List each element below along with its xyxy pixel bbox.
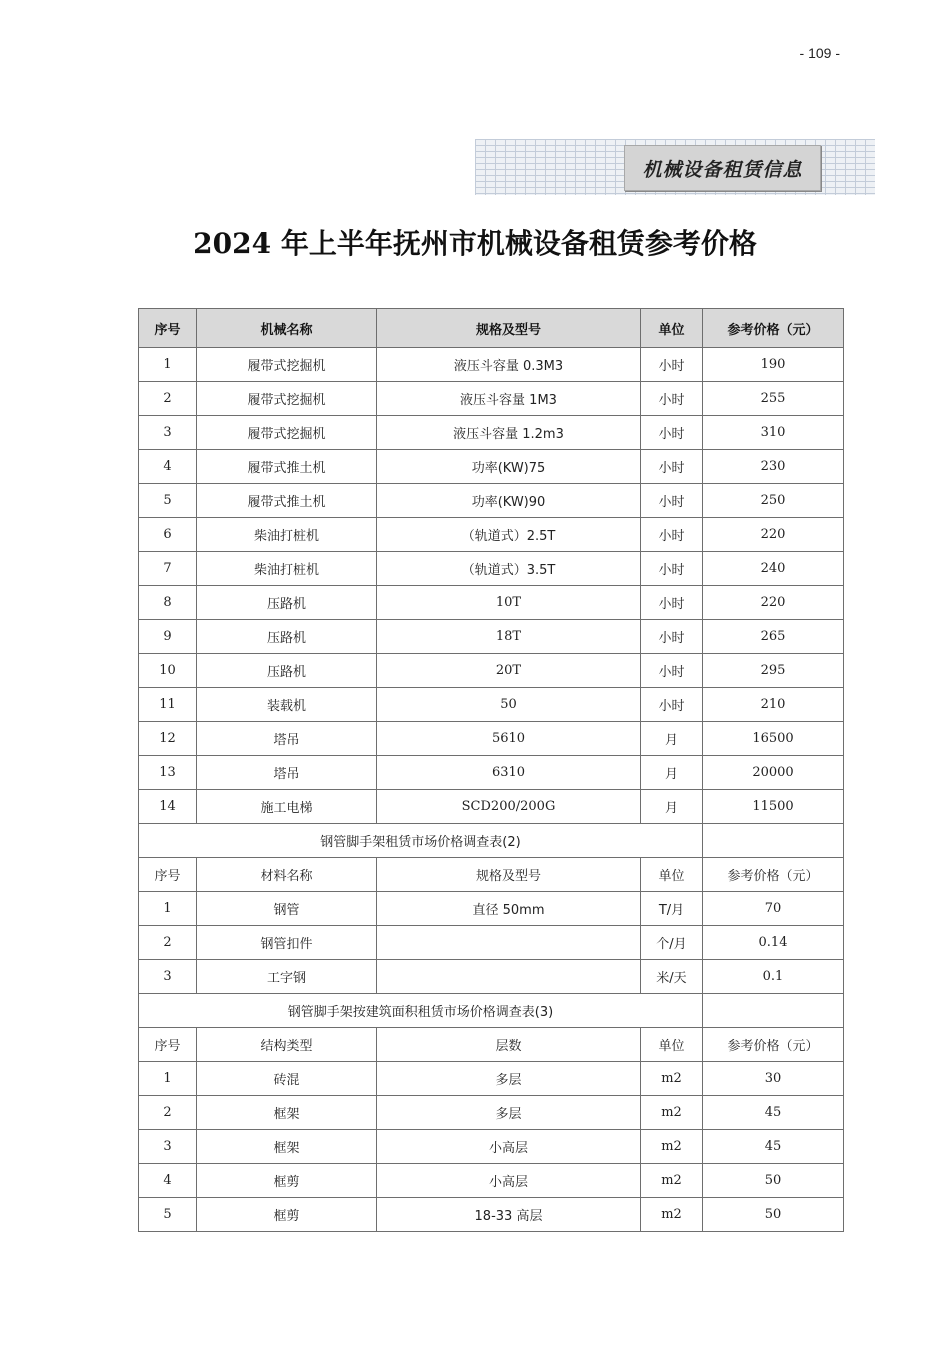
table-row [139, 654, 844, 688]
table-cell: 6310 [377, 756, 641, 790]
table-cell: 小时 [641, 586, 703, 620]
rental-price-table [138, 308, 844, 1232]
table-cell: 小时 [641, 654, 703, 688]
table-cell: 295 [703, 654, 844, 688]
table-row [139, 586, 844, 620]
table-cell: 3 [139, 1130, 197, 1164]
table-cell: 310 [703, 416, 844, 450]
table-cell: 塔吊 [197, 722, 377, 756]
table2-header-cell: 单位 [641, 858, 703, 892]
table-cell: 框剪 [197, 1198, 377, 1232]
table-cell: m2 [641, 1198, 703, 1232]
table-cell: 2 [139, 926, 197, 960]
table-cell: m2 [641, 1096, 703, 1130]
table-cell: 230 [703, 450, 844, 484]
table3-title-row [139, 994, 844, 1028]
table-cell: 6 [139, 518, 197, 552]
table-cell: 砖混 [197, 1062, 377, 1096]
table-cell: 0.14 [703, 926, 844, 960]
table-cell: 小时 [641, 484, 703, 518]
table-cell: （轨道式）2.5T [377, 518, 641, 552]
table-row [139, 348, 844, 382]
table-cell: 18-33 高层 [377, 1198, 641, 1232]
table-cell: 月 [641, 722, 703, 756]
table-cell: m2 [641, 1164, 703, 1198]
table2-title: 钢管脚手架租赁市场价格调查表(2) [139, 824, 703, 858]
table-cell: 13 [139, 756, 197, 790]
table1-header-cell: 参考价格（元） [703, 309, 844, 348]
table-cell: 小时 [641, 348, 703, 382]
table-cell: 柴油打桩机 [197, 518, 377, 552]
table-cell: 7 [139, 552, 197, 586]
table2-header-cell: 序号 [139, 858, 197, 892]
table-row [139, 518, 844, 552]
table-cell: 265 [703, 620, 844, 654]
table-cell: 直径 50mm [377, 892, 641, 926]
table-cell: 250 [703, 484, 844, 518]
table1-header-cell: 规格及型号 [377, 309, 641, 348]
table-row [139, 1096, 844, 1130]
table-cell: 多层 [377, 1062, 641, 1096]
table-row [139, 1164, 844, 1198]
table-cell: 70 [703, 892, 844, 926]
table-row [139, 892, 844, 926]
table-cell: 1 [139, 348, 197, 382]
table-cell: 30 [703, 1062, 844, 1096]
table-row [139, 1130, 844, 1164]
table-cell: 小高层 [377, 1130, 641, 1164]
table-cell: 12 [139, 722, 197, 756]
table1-header-cell: 单位 [641, 309, 703, 348]
table-cell: 履带式挖掘机 [197, 416, 377, 450]
table1-header-cell: 序号 [139, 309, 197, 348]
table-cell: 月 [641, 790, 703, 824]
table3-header-cell: 参考价格（元） [703, 1028, 844, 1062]
table-cell: 钢管 [197, 892, 377, 926]
table3-title: 钢管脚手架按建筑面积租赁市场价格调查表(3) [139, 994, 703, 1028]
table-row [139, 484, 844, 518]
table-cell: 5610 [377, 722, 641, 756]
table-cell: 装载机 [197, 688, 377, 722]
table-row [139, 450, 844, 484]
table-cell: 钢管扣件 [197, 926, 377, 960]
table-cell: 5 [139, 484, 197, 518]
table-cell: 小时 [641, 620, 703, 654]
table-cell: 工字钢 [197, 960, 377, 994]
table-cell: 190 [703, 348, 844, 382]
table-cell: 液压斗容量 1.2m3 [377, 416, 641, 450]
table-cell: 9 [139, 620, 197, 654]
table-cell: m2 [641, 1062, 703, 1096]
table-cell: 10T [377, 586, 641, 620]
table3-header-cell: 结构类型 [197, 1028, 377, 1062]
page-number: - 109 - [799, 45, 840, 61]
table-cell: 液压斗容量 1M3 [377, 382, 641, 416]
table2-header-cell: 规格及型号 [377, 858, 641, 892]
table-cell: 3 [139, 960, 197, 994]
table-cell: （轨道式）3.5T [377, 552, 641, 586]
table-row [139, 756, 844, 790]
table1-header-row [139, 309, 844, 348]
table-row [139, 552, 844, 586]
table-cell: 50 [703, 1198, 844, 1232]
table-cell: 履带式挖掘机 [197, 382, 377, 416]
table-cell: 个/月 [641, 926, 703, 960]
table-cell: 压路机 [197, 620, 377, 654]
table2-header-row [139, 858, 844, 892]
table2-title-row [139, 824, 844, 858]
table-cell: 月 [641, 756, 703, 790]
table-cell: 45 [703, 1130, 844, 1164]
table-cell: 20T [377, 654, 641, 688]
table-cell: 小高层 [377, 1164, 641, 1198]
table-cell: 210 [703, 688, 844, 722]
table-cell: 14 [139, 790, 197, 824]
table-cell: SCD200/200G [377, 790, 641, 824]
table3-header-cell: 层数 [377, 1028, 641, 1062]
table-cell: T/月 [641, 892, 703, 926]
table-cell: 4 [139, 450, 197, 484]
table-cell: 0.1 [703, 960, 844, 994]
table-cell: 50 [703, 1164, 844, 1198]
table-cell: 45 [703, 1096, 844, 1130]
table3-title-spacer [703, 994, 844, 1028]
table-cell: 柴油打桩机 [197, 552, 377, 586]
table-row [139, 790, 844, 824]
table-cell: 小时 [641, 450, 703, 484]
table3-header-cell: 序号 [139, 1028, 197, 1062]
table-cell: 8 [139, 586, 197, 620]
table-row [139, 960, 844, 994]
table-row [139, 620, 844, 654]
table-cell: 小时 [641, 552, 703, 586]
table-cell: 履带式推土机 [197, 484, 377, 518]
table-cell: 小时 [641, 688, 703, 722]
table-row [139, 926, 844, 960]
table-cell: 240 [703, 552, 844, 586]
table-cell: 压路机 [197, 654, 377, 688]
table-cell: 5 [139, 1198, 197, 1232]
table-cell: 50 [377, 688, 641, 722]
rental-price-table-body [139, 309, 844, 1232]
table-row [139, 688, 844, 722]
table-cell: 框架 [197, 1096, 377, 1130]
table-cell: 小时 [641, 518, 703, 552]
table-cell: 220 [703, 518, 844, 552]
table-cell: 小时 [641, 416, 703, 450]
table-cell: 3 [139, 416, 197, 450]
section-banner-label: 机械设备租赁信息 [624, 145, 821, 191]
table-cell: 液压斗容量 0.3M3 [377, 348, 641, 382]
table-cell: 1 [139, 1062, 197, 1096]
table-cell: 履带式挖掘机 [197, 348, 377, 382]
table-cell: 框架 [197, 1130, 377, 1164]
table-cell [377, 926, 641, 960]
table-cell [377, 960, 641, 994]
table-cell: 2 [139, 1096, 197, 1130]
page-title: 2024 年上半年抚州市机械设备租赁参考价格 [193, 227, 757, 260]
table-row [139, 416, 844, 450]
table-cell: 履带式推土机 [197, 450, 377, 484]
section-banner [475, 139, 875, 195]
table-cell: 20000 [703, 756, 844, 790]
table-row [139, 1198, 844, 1232]
table2-header-cell: 材料名称 [197, 858, 377, 892]
table-row [139, 722, 844, 756]
table-cell: 2 [139, 382, 197, 416]
table1-header-cell: 机械名称 [197, 309, 377, 348]
table2-header-cell: 参考价格（元） [703, 858, 844, 892]
table-cell: 塔吊 [197, 756, 377, 790]
table-cell: 多层 [377, 1096, 641, 1130]
table-row [139, 382, 844, 416]
table-cell: 功率(KW)90 [377, 484, 641, 518]
table-cell: 1 [139, 892, 197, 926]
table-cell: 255 [703, 382, 844, 416]
table-cell: 米/天 [641, 960, 703, 994]
table-cell: 11 [139, 688, 197, 722]
table-cell: 10 [139, 654, 197, 688]
table2-title-spacer [703, 824, 844, 858]
table-cell: m2 [641, 1130, 703, 1164]
table-cell: 施工电梯 [197, 790, 377, 824]
table-cell: 框剪 [197, 1164, 377, 1198]
table3-header-cell: 单位 [641, 1028, 703, 1062]
table-cell: 16500 [703, 722, 844, 756]
table-cell: 压路机 [197, 586, 377, 620]
table-cell: 4 [139, 1164, 197, 1198]
table-cell: 11500 [703, 790, 844, 824]
table3-header-row [139, 1028, 844, 1062]
table-cell: 功率(KW)75 [377, 450, 641, 484]
table-cell: 220 [703, 586, 844, 620]
table-cell: 18T [377, 620, 641, 654]
table-cell: 小时 [641, 382, 703, 416]
table-row [139, 1062, 844, 1096]
